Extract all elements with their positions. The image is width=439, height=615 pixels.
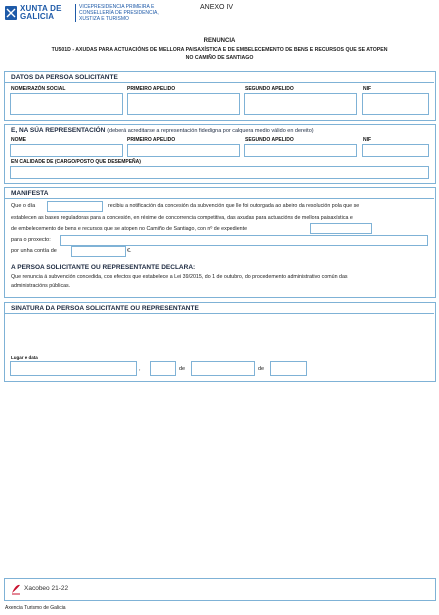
project-label: para o proxecto: — [11, 237, 51, 243]
rep-first-surname-field[interactable] — [127, 144, 240, 157]
role-label: EN CALIDADE DE (CARGO/POSTO QUE DESEMPEÑA) — [11, 159, 141, 165]
place-date-label: Lugar e data — [11, 355, 38, 360]
document-heading: RENUNCIA — [203, 38, 236, 44]
notification-date-field[interactable] — [47, 201, 103, 212]
annex-label: ANEXO IV — [200, 4, 234, 11]
de-label: de — [179, 366, 186, 372]
manifest-text-line: recibiu a notificación da concesión da subvención que lle foi outorgada ao abeiro da resolución pola que se — [108, 203, 360, 209]
representative-note: (deberá acreditarse a representación fidedigna por calquera medio válido en dereito) — [107, 128, 314, 134]
project-field[interactable] — [60, 235, 428, 246]
document-subtitle: TU501D - AXUDAS PARA ACTUACIÓNS DE MELLORA PAISAXÍSTICA E DE EMBELECEMENTO DE BENS E RECURSOS QUE SE ATOPEN — [51, 47, 388, 53]
nif-field[interactable] — [362, 93, 429, 115]
de-label: de — [258, 366, 265, 372]
declare-text: administracións públicas. — [11, 283, 71, 289]
signature-section-title: SINATURA DA PERSOA SOLICITANTE OU REPRESENTANTE — [11, 305, 199, 312]
declare-title: A PERSOA SOLICITANTE OU REPRESENTANTE DECLARA: — [11, 264, 196, 271]
xacobeo-logo — [10, 583, 90, 595]
header-divider — [75, 4, 76, 22]
name-label: NOME/RAZÓN SOCIAL — [11, 86, 66, 92]
second-surname-field[interactable] — [244, 93, 357, 115]
year-field[interactable] — [270, 361, 307, 376]
logo-text: XUNTA DE GALICIA — [20, 4, 62, 21]
document-subtitle: NO CAMIÑO DE SANTIAGO — [185, 55, 254, 61]
rep-nif-label: NIF — [363, 137, 372, 143]
amount-label: por unha contía de — [11, 248, 57, 254]
name-field[interactable] — [10, 93, 123, 115]
place-field[interactable] — [10, 361, 137, 376]
comma-label: , — [139, 366, 141, 372]
nif-label: NIF — [363, 86, 372, 92]
first-surname-label: PRIMEIRO APELIDO — [127, 86, 176, 92]
rep-second-surname-label: SEGUNDO APELIDO — [245, 137, 294, 143]
rep-second-surname-field[interactable] — [244, 144, 357, 157]
manifest-day-prefix: Que o día — [11, 203, 36, 209]
representative-section-title — [11, 127, 314, 134]
day-field[interactable] — [150, 361, 176, 376]
section-rule — [5, 313, 434, 314]
representative-title: E, NA SÚA REPRESENTACIÓN — [11, 127, 106, 134]
file-number-field[interactable] — [310, 223, 372, 234]
amount-field[interactable] — [71, 246, 126, 257]
manifest-text-line: de embelecemento de bens e recursos que se atopen no Camiño de Santiago, con nº de expediente — [11, 226, 248, 232]
rep-name-label: NOME — [11, 137, 26, 143]
role-field[interactable] — [10, 166, 429, 179]
xunta-emblem-icon — [4, 5, 18, 21]
agency-name: Axencia Turismo de Galicia — [5, 605, 66, 611]
rep-first-surname-label: PRIMEIRO APELIDO — [127, 137, 176, 143]
manifest-text-line: establecen as bases reguladoras para a concesión, en réxime de concorrencia competitiva, das axudas para actuacións de mellora paisaxística e — [11, 215, 353, 221]
xunta-logo — [4, 3, 74, 25]
rep-name-field[interactable] — [10, 144, 123, 157]
department-line: XUSTIZA E TURISMO — [79, 16, 129, 22]
first-surname-field[interactable] — [127, 93, 240, 115]
currency-label: €. — [127, 248, 132, 254]
manifest-section-title: MANIFESTA — [11, 190, 49, 197]
xacobeo-emblem-icon — [10, 583, 22, 595]
second-surname-label: SEGUNDO APELIDO — [245, 86, 294, 92]
applicant-section-title: DATOS DA PERSOA SOLICITANTE — [11, 74, 118, 81]
xacobeo-text: Xacobeo 21-22 — [24, 585, 69, 592]
section-rule — [5, 82, 434, 83]
department-line: VICEPRESIDENCIA PRIMEIRA E — [79, 4, 155, 10]
declare-text: Que renuncia á subvención concedida, cos efectos que estabelece a Lei 39/2015, do 1 de outubro, do procedemento administrativo común das — [11, 274, 348, 280]
rep-nif-field[interactable] — [362, 144, 429, 157]
department-line: CONSELLERÍA DE PRESIDENCIA, — [79, 10, 159, 16]
department-name — [79, 4, 179, 22]
month-field[interactable] — [191, 361, 255, 376]
section-rule — [5, 198, 434, 199]
